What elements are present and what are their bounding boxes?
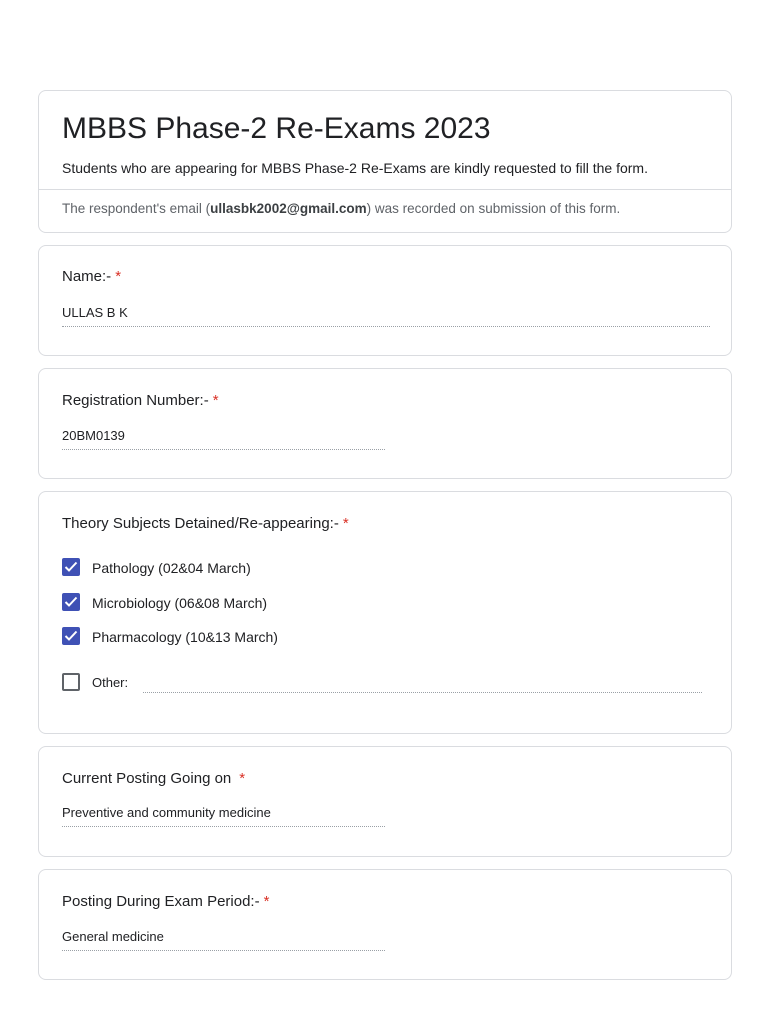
- question-card-theory: [38, 491, 732, 734]
- form-header-card: [38, 90, 732, 233]
- email-note-suffix: ) was recorded on submission of this form.: [366, 201, 621, 216]
- checkbox-checked[interactable]: [62, 593, 80, 611]
- checkbox-checked[interactable]: [62, 627, 80, 645]
- name-answer: ULLAS B K: [62, 304, 710, 327]
- checkbox-option-microbiology[interactable]: [62, 592, 682, 614]
- question-title: Theory Subjects Detained/Re-appearing:-: [62, 515, 339, 532]
- required-star: *: [263, 893, 270, 910]
- checkbox-option-pathology[interactable]: [62, 557, 682, 579]
- question-card-registration: [38, 368, 732, 479]
- question-label-current-posting: [62, 768, 245, 790]
- checkmark-icon: [64, 561, 78, 573]
- checkmark-icon: [64, 630, 78, 642]
- checkbox-checked[interactable]: [62, 558, 80, 576]
- question-label-theory: [62, 513, 349, 535]
- respondent-email: ullasbk2002@gmail.com: [210, 201, 367, 216]
- option-label: Other:: [92, 675, 129, 690]
- checkbox-unchecked[interactable]: [62, 673, 80, 691]
- exam-posting-answer: General medicine: [62, 928, 385, 951]
- question-label-registration: [62, 390, 219, 412]
- current-posting-answer: Preventive and community medicine: [62, 804, 385, 827]
- header-divider: [39, 189, 731, 190]
- option-label: Microbiology (06&08 March): [92, 595, 268, 611]
- registration-answer: 20BM0139: [62, 427, 385, 450]
- email-recorded-note: [62, 199, 620, 219]
- option-label: Pharmacology (10&13 March): [92, 629, 278, 645]
- question-card-name: [38, 245, 732, 356]
- required-star: *: [239, 770, 246, 787]
- question-title: Current Posting Going on: [62, 770, 232, 787]
- required-star: *: [342, 515, 349, 532]
- required-star: *: [115, 268, 122, 285]
- question-card-current-posting: [38, 746, 732, 857]
- form-title: MBBS Phase-2 Re-Exams 2023: [62, 112, 491, 145]
- question-title: Registration Number:-: [62, 392, 209, 409]
- question-title: Name:-: [62, 268, 112, 285]
- question-label-name: [62, 266, 121, 288]
- checkbox-option-pharmacology[interactable]: [62, 626, 682, 648]
- question-card-exam-posting: [38, 869, 732, 980]
- other-text-field[interactable]: [143, 692, 702, 693]
- checkmark-icon: [64, 596, 78, 608]
- option-label: Pathology (02&04 March): [92, 560, 251, 576]
- required-star: *: [212, 392, 219, 409]
- checkbox-option-other[interactable]: [62, 672, 682, 694]
- question-label-exam-posting: [62, 891, 269, 913]
- question-title: Posting During Exam Period:-: [62, 893, 260, 910]
- form-description: Students who are appearing for MBBS Phase-2 Re-Exams are kindly requested to fill the form.: [62, 160, 648, 176]
- email-note-prefix: The respondent's email (: [62, 201, 211, 216]
